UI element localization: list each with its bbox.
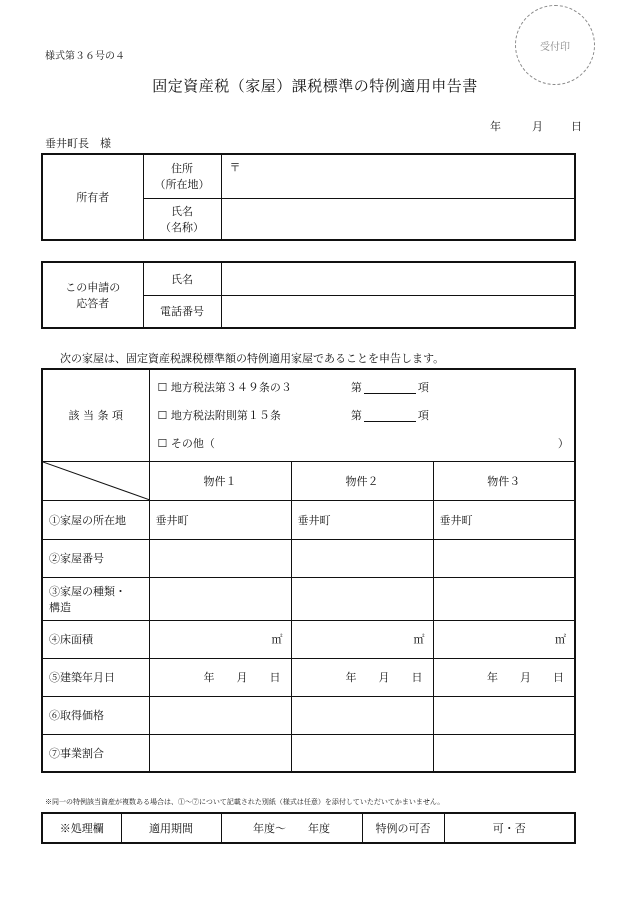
build-date-field-2[interactable]: 年 月 日 [291,658,433,696]
date-month[interactable]: 月 [532,120,543,133]
floor-area-field-3[interactable] [433,620,575,658]
phone-label: 電話番号 [143,295,221,328]
row-label-acquisition-price: ⑥取得価格 [42,696,149,734]
checkbox[interactable]: ☐ [157,408,168,422]
phone-field[interactable] [221,295,575,328]
option-349[interactable]: ☐ 地方税法第３４９条の３ 第 項 [157,380,429,395]
addressee: 垂井町長 様 [45,137,111,150]
price-field-3[interactable] [433,696,575,734]
type-field-2[interactable] [291,577,433,620]
build-date-field-3[interactable]: 年 月 日 [433,658,575,696]
checkbox[interactable]: ☐ [157,436,168,450]
owner-table [41,153,576,241]
option-fusoku15[interactable]: ☐ 地方税法附則第１５条 第 項 [157,408,429,423]
house-number-field-1[interactable] [149,539,291,577]
page-title: 固定資産税（家屋）課税標準の特例適用申告書 [152,77,478,95]
type-field-1[interactable] [149,577,291,620]
intro-text: 次の家屋は、固定資産税課税標準額の特例適用家屋であることを申告します。 [60,352,445,365]
respondent-name-field[interactable] [221,262,575,295]
row-label-location: ①家屋の所在地 [42,500,149,539]
property-table [41,368,576,773]
period-label: 適用期間 [121,813,221,843]
location-field-2[interactable]: 垂井町 [291,500,433,539]
footnote: ※同一の特例該当資産が複数ある場合は、①～⑦について記載された別紙（様式は任意）を添付していただいてかまいません。 [45,798,445,806]
option-other[interactable]: ☐ その他（ ） [157,436,569,451]
date-day[interactable]: 日 [571,120,582,133]
location-field-3[interactable]: 垂井町 [433,500,575,539]
processing-label: ※処理欄 [42,813,121,843]
applicable-options [149,369,575,461]
price-field-2[interactable] [291,696,433,734]
house-number-field-2[interactable] [291,539,433,577]
floor-area-field-1[interactable] [149,620,291,658]
header-property-2: 物件２ [291,461,433,500]
applicable-label: 該 当 条 項 [42,369,149,461]
row-label-build-date: ⑤建築年月日 [42,658,149,696]
paragraph-blank[interactable] [364,409,416,422]
respondent-table [41,261,576,329]
owner-name-field[interactable] [221,198,575,240]
stamp-label: 受付印 [540,41,570,53]
ratio-field-1[interactable] [149,734,291,772]
house-number-field-3[interactable] [433,539,575,577]
unit-sqm: ㎡ [413,633,425,646]
owner-label: 所有者 [42,154,143,240]
unit-sqm: ㎡ [555,633,566,646]
diagonal-line [43,462,150,500]
postal-mark: 〒 [229,161,241,174]
processing-table [41,812,576,844]
form-number: 様式第３６号の４ [45,51,125,62]
build-date-field-1[interactable]: 年 月 日 [149,658,291,696]
row-label-house-number: ②家屋番号 [42,539,149,577]
approval-label: 特例の可否 [362,813,444,843]
paragraph-blank[interactable] [364,381,416,394]
ratio-field-2[interactable] [291,734,433,772]
header-property-1: 物件１ [149,461,291,500]
address-label: 住所 （所在地） [143,154,221,198]
approval-value[interactable]: 可・否 [444,813,575,843]
header-property-3: 物件３ [433,461,575,500]
address-field[interactable] [221,154,575,198]
type-field-3[interactable] [433,577,575,620]
location-field-1[interactable]: 垂井町 [149,500,291,539]
name-label: 氏名 （名称） [143,198,221,240]
period-value[interactable]: 年度～ 年度 [221,813,362,843]
respondent-label: この申請の 応答者 [42,262,143,328]
checkbox[interactable]: ☐ [157,380,168,394]
price-field-1[interactable] [149,696,291,734]
floor-area-field-2[interactable] [291,620,433,658]
reception-stamp-area [515,5,595,85]
respondent-name-label: 氏名 [143,262,221,295]
unit-sqm: ㎡ [271,633,283,646]
ratio-field-3[interactable] [433,734,575,772]
row-label-business-ratio: ⑦事業割合 [42,734,149,772]
row-label-type-structure: ③家屋の種類・ 構造 [42,577,149,620]
diagonal-cell [42,461,149,500]
row-label-floor-area: ④床面積 [42,620,149,658]
date-year[interactable]: 年 [490,120,501,133]
